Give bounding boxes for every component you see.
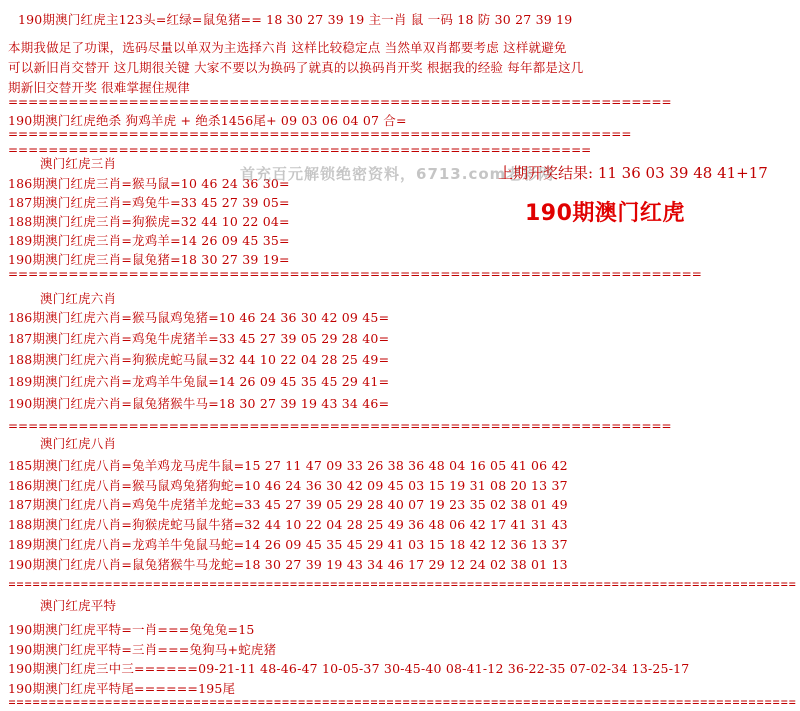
eight-row: 188期澳门红虎八肖=狗猴虎蛇马鼠牛猪=32 44 10 22 04 28 25 49 36 48 06 42 17 41 31 43 <box>8 517 568 532</box>
six-row: 188期澳门红虎六肖=狗猴虎蛇马鼠=32 44 10 22 04 28 25 49= <box>8 352 390 367</box>
section-title-three: 澳门红虎三肖 <box>40 156 117 171</box>
six-row: 190期澳门红虎六肖=鼠兔猪猴牛马=18 30 27 39 19 43 34 46= <box>8 396 390 411</box>
three-row: 188期澳门红虎三肖=狗猴虎=32 44 10 22 04= <box>8 214 290 229</box>
divider: ============================================================== <box>8 127 632 141</box>
divider: ===================================================================== <box>8 267 702 281</box>
eight-row: 187期澳门红虎八肖=鸡兔牛虎猪羊龙蛇=33 45 27 39 05 29 28 40 07 19 23 35 02 38 01 49 <box>8 497 568 512</box>
section-title-special: 澳门红虎平特 <box>40 598 117 613</box>
intro-line-2: 可以新旧肖交替开 这几期很关键 大家不要以为换码了就真的以换码肖开奖 根据我的经验 每年都是这几 <box>8 60 584 75</box>
six-row: 189期澳门红虎六肖=龙鸡羊牛兔鼠=14 26 09 45 35 45 29 41= <box>8 374 390 389</box>
special-row: 190期澳门红虎平特=一肖===兔兔兔=15 <box>8 622 255 637</box>
section-title-six: 澳门红虎六肖 <box>40 291 117 306</box>
divider: ================================================================== <box>8 419 672 433</box>
section-title-eight: 澳门红虎八肖 <box>40 436 117 451</box>
three-row: 190期澳门红虎三肖=鼠兔猪=18 30 27 39 19= <box>8 252 290 267</box>
big-title: 190期澳门红虎 <box>525 201 685 226</box>
special-row: 190期澳门红虎平特=三肖===兔狗马+蛇虎猪 <box>8 642 277 657</box>
eight-row: 190期澳门红虎八肖=鼠兔猪猴牛马龙蛇=18 30 27 39 19 43 34 46 17 29 12 24 02 38 01 13 <box>8 557 568 572</box>
special-row: 190期澳门红虎平特尾======195尾 <box>8 681 236 696</box>
eight-row: 186期澳门红虎八肖=猴马鼠鸡兔猪狗蛇=10 46 24 36 30 42 09 45 03 15 19 31 08 20 13 37 <box>8 478 568 493</box>
watermark-text: 首充百元解锁绝密资料，6713.com老彩网 <box>240 165 555 183</box>
three-row: 186期澳门红虎三肖=猴马鼠=10 46 24 36 30= <box>8 176 290 191</box>
header-line: 190期澳门红虎主123头=红绿=鼠兔猪== 18 30 27 39 19 主一肖 鼠 一码 18 防 30 27 39 19 <box>18 12 573 27</box>
divider: ================================================================================================== <box>8 695 797 709</box>
eight-row: 185期澳门红虎八肖=兔羊鸡龙马虎牛鼠=15 27 11 47 09 33 26 38 36 48 04 16 05 41 06 42 <box>8 458 568 473</box>
divider: ========================================================== <box>8 143 592 157</box>
last-result: 上期开奖结果: 11 36 03 39 48 41+17 <box>498 164 768 182</box>
three-row: 187期澳门红虎三肖=鸡兔牛=33 45 27 39 05= <box>8 195 290 210</box>
divider: ================================================================== <box>8 95 672 109</box>
intro-line-1: 本期我做足了功课，选码尽量以单双为主选择六肖 这样比较稳定点 当然单双肖都要考虑 这样就避免 <box>8 40 567 55</box>
intro-line-3: 期新旧交替开奖 很难掌握住规律 <box>8 80 190 95</box>
divider: ================================================================================================== <box>8 577 797 591</box>
three-row: 189期澳门红虎三肖=龙鸡羊=14 26 09 45 35= <box>8 233 290 248</box>
eight-row: 189期澳门红虎八肖=龙鸡羊牛兔鼠马蛇=14 26 09 45 35 45 29 41 03 15 18 42 12 36 13 37 <box>8 537 568 552</box>
special-row: 190期澳门红虎三中三======09-21-11 48-46-47 10-05-37 30-45-40 08-41-12 36-22-35 07-02-34 13-25-17 <box>8 661 690 676</box>
six-row: 187期澳门红虎六肖=鸡兔牛虎猪羊=33 45 27 39 05 29 28 40= <box>8 331 390 346</box>
six-row: 186期澳门红虎六肖=猴马鼠鸡兔猪=10 46 24 36 30 42 09 45= <box>8 310 390 325</box>
kill-line: 190期澳门红虎绝杀 狗鸡羊虎 + 绝杀1456尾+ 09 03 06 04 07 合= <box>8 113 407 128</box>
